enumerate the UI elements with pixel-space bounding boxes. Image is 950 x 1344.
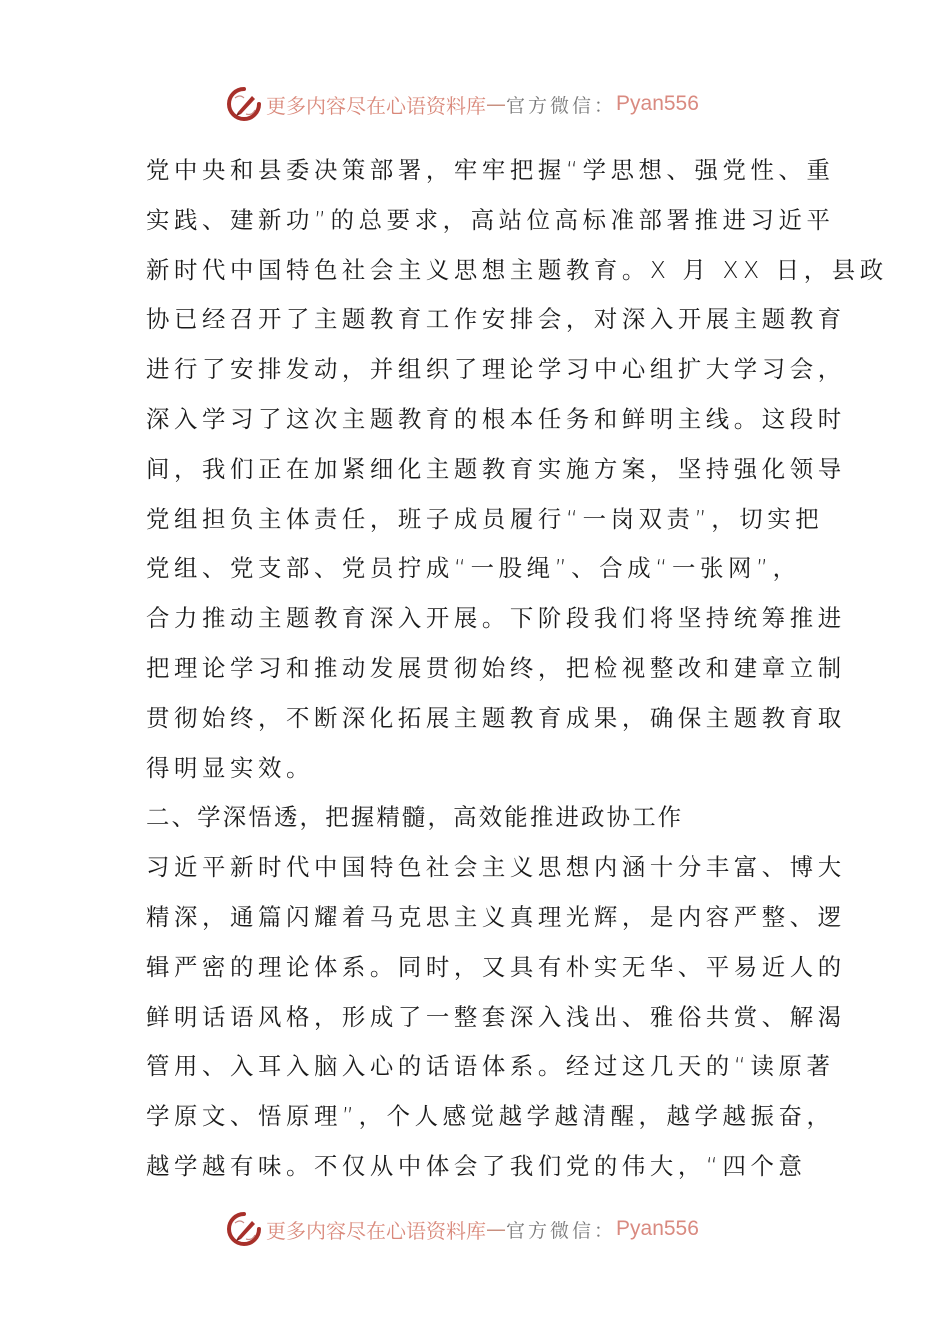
body-line: 贯彻始终，不断深化拓展主题教育成果，确保主题教育取 — [146, 703, 846, 732]
watermark-main-text: 更多内容尽在心语资料库 — [266, 93, 486, 118]
watermark-dash: — — [486, 92, 506, 116]
document-body — [146, 150, 888, 1196]
body-line: 精深，通篇闪耀着马克思主义真理光辉，是内容严整、逻 — [146, 902, 846, 931]
section-heading: 二、学深悟透，把握精髓，高效能推进政协工作 — [146, 803, 684, 832]
body-line: 鲜明话语风格，形成了一整套深入浅出、雅俗共赏、解渴 — [146, 1002, 846, 1031]
body-line: 党中央和县委决策部署，牢牢把握“学思想、强党性、重 — [146, 156, 835, 184]
body-line: 实践、建新功”的总要求，高站位高标准部署推进习近平 — [146, 205, 835, 234]
quill-pen-circle-icon — [226, 1211, 262, 1247]
body-line: 党组担负主体责任，班子成员履行“一岗双责”，切实把 — [146, 504, 824, 533]
body-line: 管用、入耳入脑入心的话语体系。经过这几天的“读原著 — [146, 1052, 835, 1081]
body-line: 深入学习了这次主题教育的根本任务和鲜明主线。这段时 — [146, 404, 846, 433]
watermark-wechat-id: Pyan556 — [616, 1217, 699, 1240]
watermark-wechat-id: Pyan556 — [616, 92, 699, 115]
body-line: 辑严密的理论体系。同时，又具有朴实无华、平易近人的 — [146, 952, 846, 981]
body-line: 把理论学习和推动发展贯彻始终，把检视整改和建章立制 — [146, 653, 846, 682]
watermark-dash: — — [486, 1217, 506, 1241]
body-line: 学原文、悟原理”，个人感觉越学越清醒，越学越振奋， — [146, 1102, 835, 1131]
body-line: 进行了安排发动，并组织了理论学习中心组扩大学习会， — [146, 355, 846, 384]
watermark-wechat-label: 官方微信： — [506, 94, 617, 117]
body-line: 新时代中国特色社会主义思想主题教育。X 月 XX 日，县政 — [146, 255, 888, 284]
body-line: 越学越有味。不仅从中体会了我们党的伟大，“四个意 — [146, 1151, 807, 1180]
body-line: 间，我们正在加紧细化主题教育实施方案，坚持强化领导 — [146, 454, 846, 483]
quill-pen-circle-icon — [226, 86, 262, 122]
header-watermark-banner — [226, 84, 726, 124]
body-line: 党组、党支部、党员拧成“一股绳”、合成“一张网”， — [146, 554, 801, 583]
body-line: 习近平新时代中国特色社会主义思想内涵十分丰富、博大 — [146, 853, 846, 882]
body-line: 协已经召开了主题教育工作安排会，对深入开展主题教育 — [146, 305, 846, 334]
watermark-wechat-label: 官方微信： — [506, 1219, 617, 1242]
body-line: 合力推动主题教育深入开展。下阶段我们将坚持统筹推进 — [146, 604, 846, 633]
watermark-main-text: 更多内容尽在心语资料库 — [266, 1218, 486, 1243]
body-line: 得明显实效。 — [146, 753, 314, 782]
footer-watermark-banner — [226, 1209, 726, 1249]
